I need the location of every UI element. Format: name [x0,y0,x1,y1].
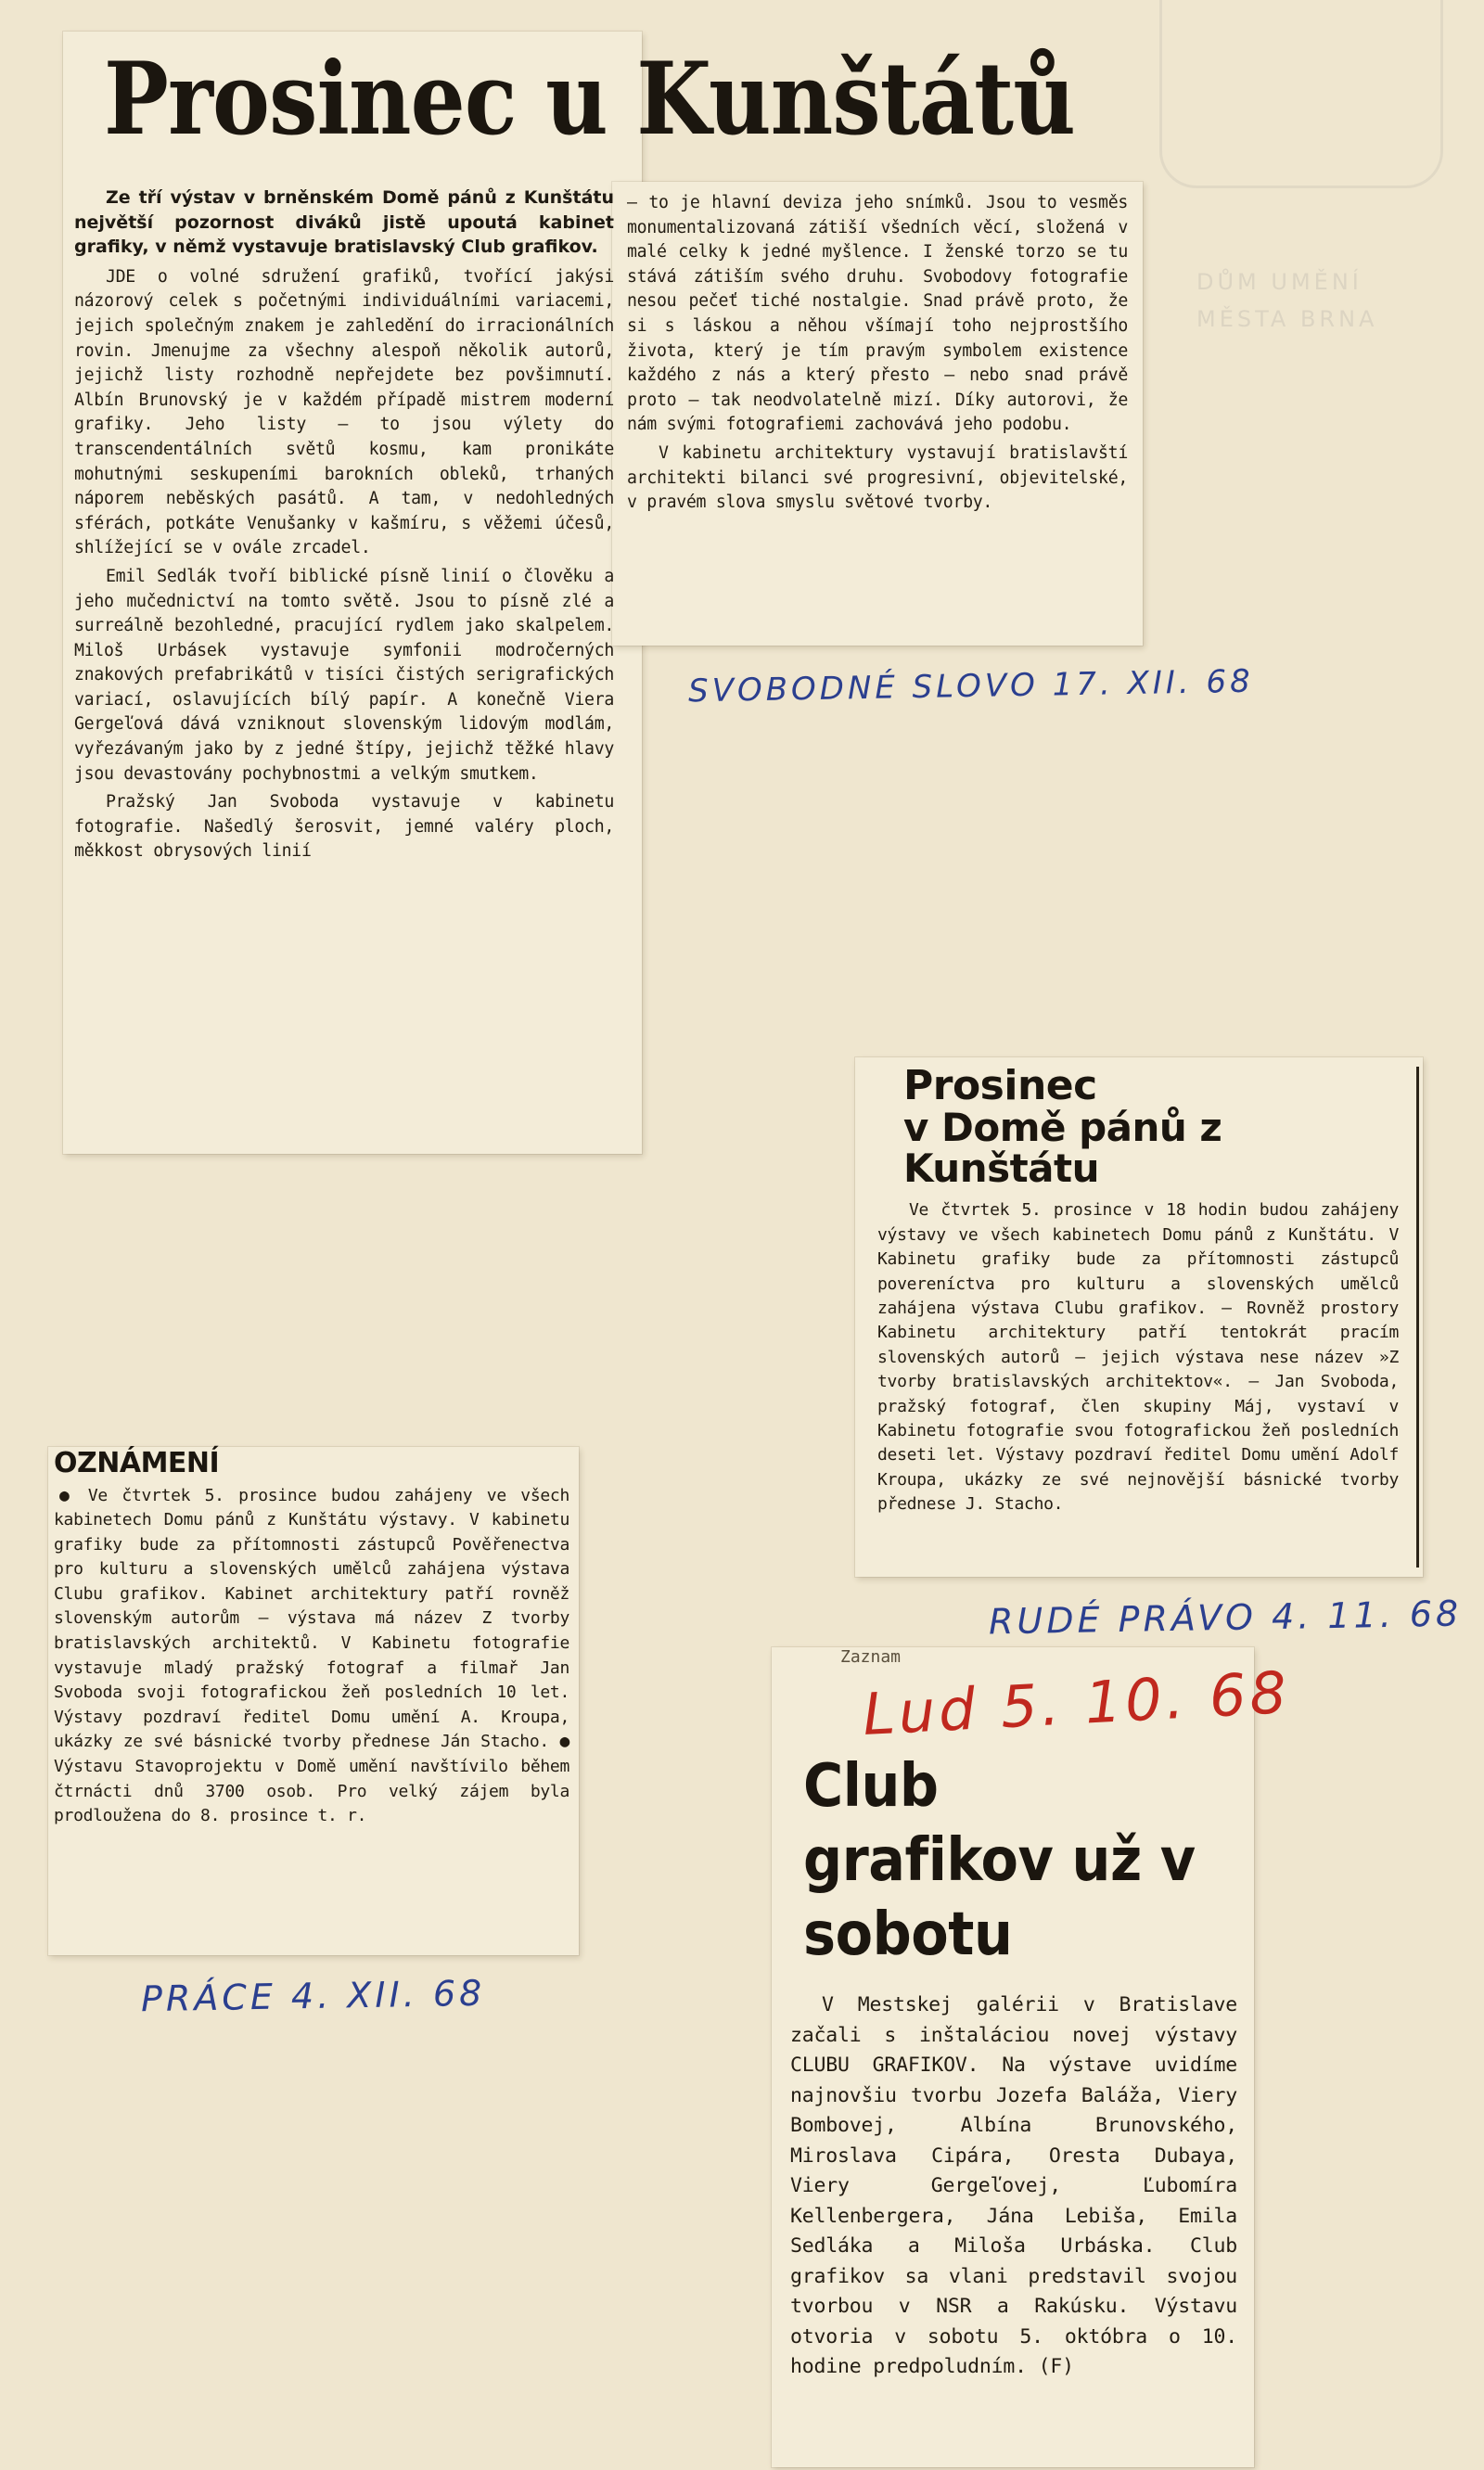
stamp-text-1: DŮM UMĚNÍ [1196,269,1362,295]
paragraph: V Mestskej galérii v Bratislave začali s inštaláciou novej výstavy CLUBU GRAFIKOV. Na výstave uvidíme najnovšiu tvorbu Jozefa Baláža, Viery Bombovej, Albína Brunovského, Miroslava Cipára, Oresta Dubaya, Viery Gergeľovej, Ľubomíra Kellenbergera, Jána Lebiša, Emila Sedláka a Miloša Urbáska. Club grafikov sa vlani predstavil svojou tvorbou v NSR a Rakúsku. Výstavu otvoria v sobotu 5. októbra o 10. hodine predpoludním. (F) [790,1993,1237,2378]
clipping4-body [790,1990,1237,2383]
clipping2-headline-2: v Domě pánů z Kunštátu [903,1105,1222,1192]
clipping4-torn-top: Zaznam [840,1647,902,1667]
paragraph: Ve čtvrtek 5. prosince v 18 hodin budou zahájeny výstavy ve všech kabinetech Domu pánů z Kunštátu. V Kabinetu grafiky bude za přítomnosti zástupců povereníctva pro kulturu a slovenských umělců zahájena výstava Clubu grafikov. — Rovněž prostory Kabinetu architektury patří tentokrát pracím slovenských autorů — jejich výstava nese název »Z tvorby bratislavských architektov«. — Jan Svoboda, pražský fotograf, člen skupiny Máj, vystaví v Kabinetu fotografie svou fotografickou žeň posledních deseti let. Výstavy pozdraví ředitel Domu umění Adolf Kroupa, ukázky ze své nejnovější básnické tvorby přednese J. Stacho. [877,1200,1399,1515]
clipping1-headline: Prosinec u Kunštátů [104,41,1075,158]
clipping1-lead: Ze tří výstav v brněnském Domě pánů z Kunštátu největší pozornost diváků jistě upoutá kabinet grafiky, v němž vystavuje bratislavský Club grafikov. [74,187,614,258]
clipping3-body [54,1484,569,1829]
source-note-rude-pravo: RUDÉ PRÁVO 4. 11. 68 [988,1593,1463,1643]
clipping2-body [877,1198,1399,1517]
clipping1-col1-text [74,265,614,864]
source-note-svobodne-slovo: SVOBODNÉ SLOVO 17. XII. 68 [687,662,1255,710]
clipping3-headline: OZNÁMENÍ [54,1447,220,1479]
clipping1-column-2 [627,191,1128,519]
paragraph: — to je hlavní deviza jeho snímků. Jsou to vesměs monumentalizovaná zátiší všedních věcí, složená v malé celky k jedné myšlence. I ženské torzo se tu stává zátiším svého druhu. Svobodovy fotografie nesou pečeť tiché nostalgie. Snad právě proto, že si s láskou a něhou všímají toho nejprostšího života, který je tím pravým symbolem existence každého z nás a který přesto — nebo snad právě proto — tak neodvolatelně mizí. Díky autorovi, že nám svými fotografiemi zachovává jeho podobu. [627,193,1128,435]
museum-stamp [1141,0,1484,436]
clipping2-headline-1: Prosinec [903,1062,1097,1109]
paragraph: V kabinetu architektury vystavují bratislavští architekti bilanci své progresivní, objevitelské, v pravém slova smyslu světové tvorby. [627,442,1128,513]
clipping3-content [54,1449,569,1833]
paragraph: Emil Sedlák tvoří biblické písně linií o člověku a jeho mučednictví na tomto světě. Jsou to písně zlé a surreálně bezohledné, pracující rydlem jako skalpelem. Miloš Urbásek vystavuje symfonii modročerných znakových prefabrikátů v tisíci čistých serigrafických variací, oslavujících bílý papír. A konečně Viera Gergeľová dává vzniknout slovenským lidovým modlám, vyřezávaným jako by z jedné štípy, jejichž těžké hlavy jsou devastovány pochybnostmi a velkým smutkem. [74,566,614,784]
source-note-prace: PRÁCE 4. XII. 68 [140,1972,486,2020]
handwritten-red-mark: Lud 5. 10. 68 [861,1657,1292,1749]
paragraph: JDE o volné sdružení grafiků, tvořící jakýsi názorový celek s početnými individuálními variacemi, jejich společným znakem je zahledění do irracionálních rovin. Jmenujme za všechny alespoň několik autorů, jejichž listy rozhodně nepřejdete bez povšimnutí. Albín Brunovský je v každém případě mistrem moderní grafiky. Jeho listy — to jsou výlety do transcendentálních světů kosmu, kam pronikáte mohutnými seskupeními barokních obleků, trhaných náporem neběských pasátů. A tam, v nedohledných sférách, potkáte Venušanky v kašmíru, s věžemi účesů, shlížející se v oválе zrcadel. [74,266,614,558]
paragraph: Pražský Jan Svoboda vystavuje v kabinetu fotografie. Našedlý šerosvit, jemné valéry ploch, měkkost obrysových linií [74,792,614,862]
clipping1-column-1 [74,186,614,868]
paragraph: ● Ve čtvrtek 5. prosince budou zahájeny ve všech kabinetech Domu pánů z Kunštátu výstavy. V kabinetu grafiky bude za přítomnosti zástupců Pověřenectva pro kulturu a slovenských umělců zahájena výstava Clubu grafikov. Kabinet architektury patří rovněž slovenským autorům — výstava má název Z tvorby bratislavských architektů. V Kabinetu fotografie vystavuje mladý pražský fotograf a filmař Jan Svoboda svoji fotografickou žeň posledních 10 let. Výstavy pozdraví ředitel Domu umění A. Kroupa, ukázky ze své básnické tvorby přednese Ján Stacho. ● Výstavu Stavoprojektu v Domě umění navštívilo během čtrnácti dnů 3700 osob. Pro velký zájem byla prodloužena do 8. prosince t. r. [54,1485,569,1826]
clipping4-headline: Club grafikov už v sobotu [803,1752,1196,1969]
stamp-text-2: MĚSTA BRNA [1196,306,1378,332]
clipping4-content [790,1749,1237,2387]
clipping1-col2-text [627,191,1128,516]
clipping2-content [877,1062,1399,1521]
